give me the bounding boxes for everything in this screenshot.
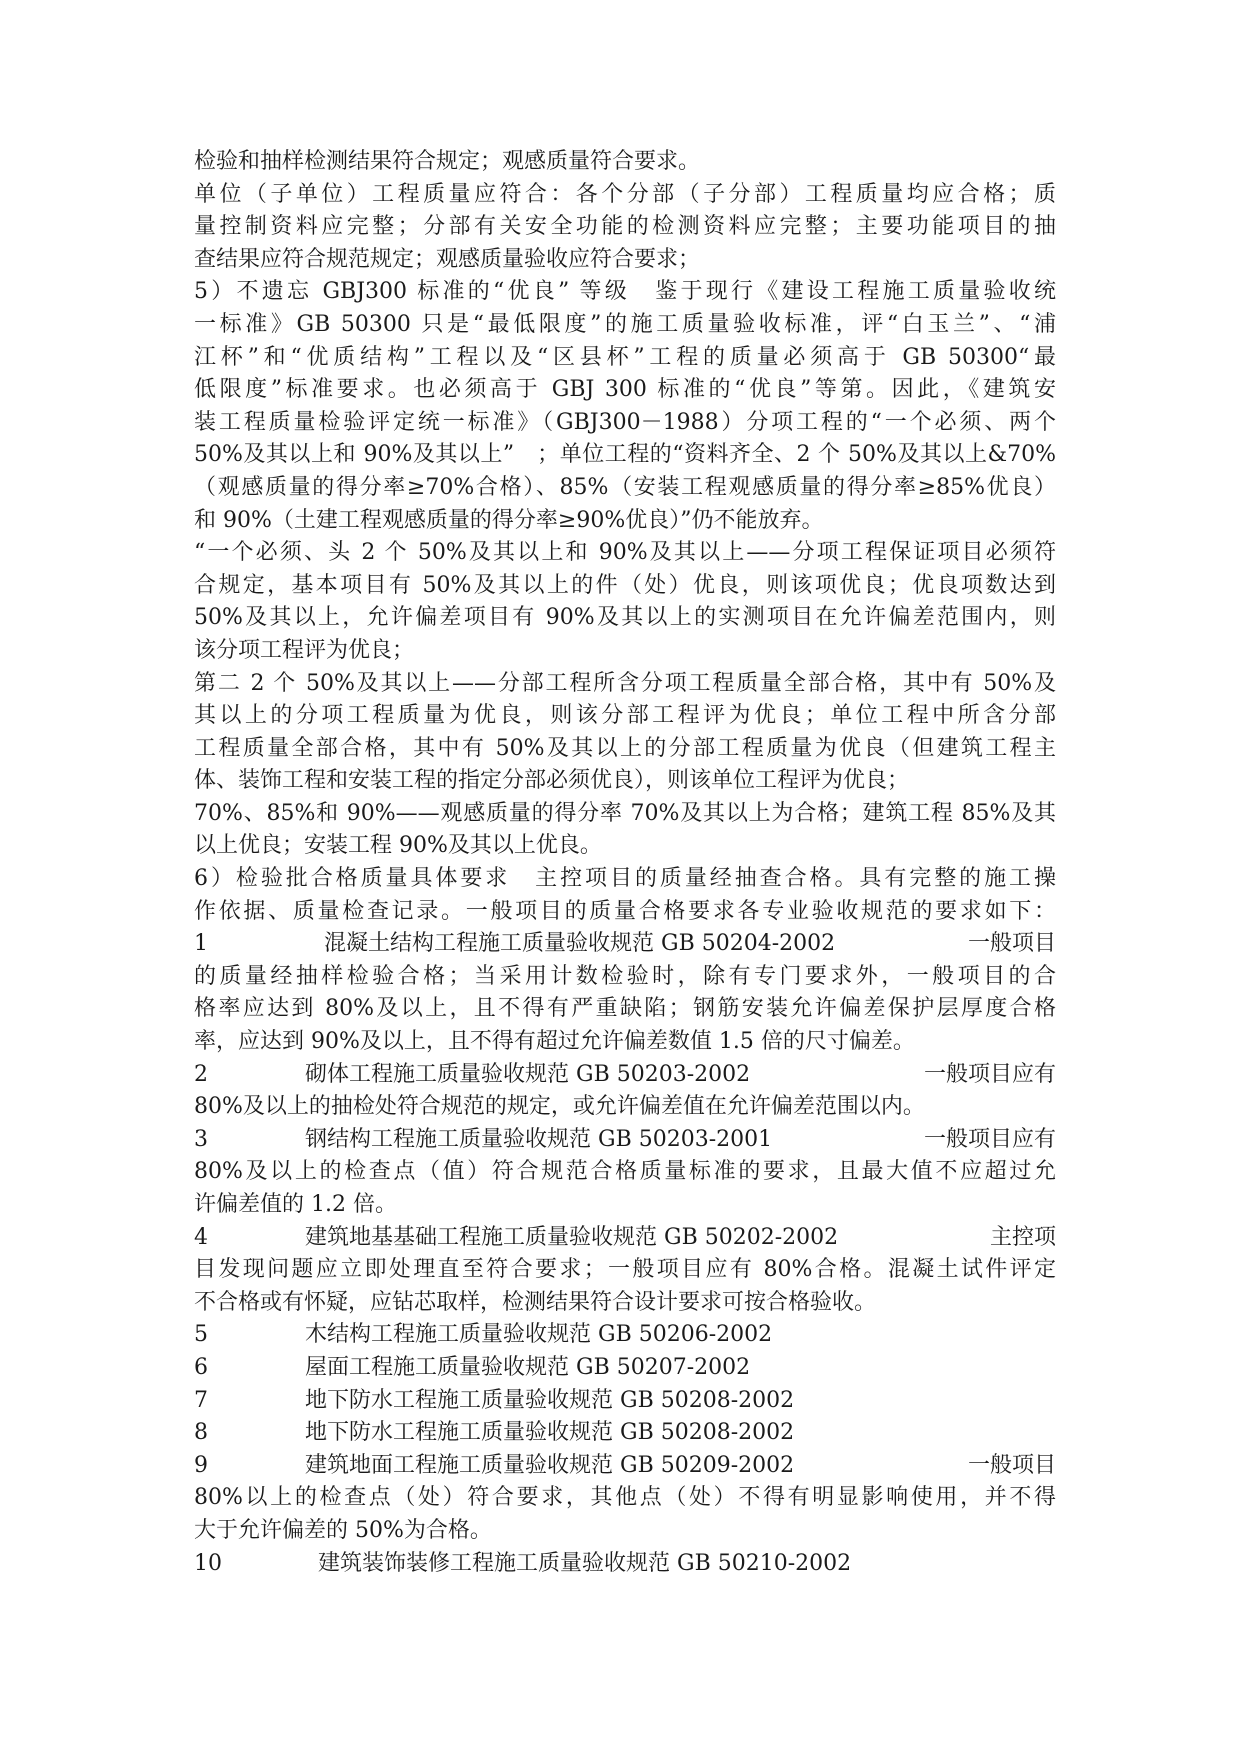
spec-item-header: [194, 1222, 1056, 1255]
spec-item-title: 屋面工程施工质量验收规范 GB 50207-2002: [305, 1354, 751, 1380]
text-line: 以上优良；安装工程 90%及其以上优良。: [194, 833, 602, 859]
spec-item-tail: 主控项: [989, 1224, 1056, 1250]
text-line: 低限度”标准要求。也必须高于 GBJ 300 标准的“优良”等第。因此，《建筑安: [194, 377, 1056, 403]
spec-item-title: 地下防水工程施工质量验收规范 GB 50208-2002: [305, 1387, 795, 1413]
text-line: 其以上的分项工程质量为优良，则该分部工程评为优良；单位工程中所含分部: [194, 703, 1056, 729]
text-line: （观感质量的得分率≥70%合格）、85%（安装工程观感质量的得分率≥85%优良）: [194, 474, 1056, 500]
text-line: 70%、85%和 90%——观感质量的得分率 70%及其以上为合格；建筑工程 85%及其: [194, 800, 1056, 826]
spec-item-header: [194, 1450, 1056, 1483]
spec-item-header: [194, 1548, 1056, 1581]
text-line: 一标准》GB 50300 只是“最低限度”的施工质量验收标准，评“白玉兰”、“浦: [194, 311, 1056, 337]
spec-item-header: [194, 1124, 1056, 1157]
text-line: 体、装饰工程和安装工程的指定分部必须优良），则该单位工程评为优良；: [194, 768, 910, 794]
spec-item-header: [194, 1417, 1056, 1450]
spec-item-number: 4: [194, 1224, 208, 1250]
spec-item-title: 建筑地面工程施工质量验收规范 GB 50209-2002: [305, 1452, 795, 1478]
spec-item-text-line: 目发现问题应立即处理直至符合要求；一般项目应有 80%合格。混凝土试件评定: [194, 1257, 1056, 1283]
spec-item-text-line: 80%以上的检查点（处）符合要求，其他点（处）不得有明显影响使用，并不得: [194, 1485, 1056, 1511]
spec-item-number: 10: [194, 1550, 222, 1576]
spec-item-tail: 一般项目: [967, 1452, 1056, 1478]
spec-item-title: 木结构工程施工质量验收规范 GB 50206-2002: [305, 1322, 773, 1348]
spec-item-title: 钢结构工程施工质量验收规范 GB 50203-2001: [305, 1126, 773, 1152]
spec-item-title: 建筑地基基础工程施工质量验收规范 GB 50202-2002: [305, 1224, 839, 1250]
document-page: [194, 146, 1056, 1580]
text-line: 5）不遗忘 GBJ300 标准的“优良” 等级 鉴于现行《建设工程施工质量验收统: [194, 279, 1056, 305]
text-line: 和 90%（土建工程观感质量的得分率≥90%优良）”仍不能放弃。: [194, 507, 824, 533]
spec-item-tail: 一般项目: [967, 931, 1056, 957]
text-line: 第二 2 个 50%及其以上——分部工程所含分项工程质量全部合格，其中有 50%及: [194, 670, 1056, 696]
spec-item-title: 混凝土结构工程施工质量验收规范 GB 50204-2002: [324, 931, 836, 957]
text-line: 50%及其以上，允许偏差项目有 90%及其以上的实测项目在允许偏差范围内，则: [194, 605, 1056, 631]
spec-list: [194, 928, 1056, 1580]
spec-item-text-line: 率，应达到 90%及以上，且不得有超过允许偏差数值 1.5 倍的尺寸偏差。: [194, 1029, 915, 1055]
text-line: 该分项工程评为优良；: [194, 637, 415, 663]
text-line: 查结果应符合规范规定；观感质量验收应符合要求；: [194, 246, 701, 272]
spec-item-number: 2: [194, 1061, 208, 1087]
text-line: 江杯”和“优质结构”工程以及“区县杯”工程的质量必须高于 GB 50300“最: [194, 344, 1056, 370]
spec-item-text-line: 许偏差值的 1.2 倍。: [194, 1192, 397, 1217]
text-line: 量控制资料应完整；分部有关安全功能的检测资料应完整；主要功能项目的抽: [194, 214, 1056, 240]
intro-paragraphs: [194, 146, 1056, 928]
spec-item-title: 建筑装饰装修工程施工质量验收规范 GB 50210-2002: [318, 1550, 852, 1576]
spec-item-header: [194, 1352, 1056, 1385]
spec-item-text-line: 的质量经抽样检验合格；当采用计数检验时，除有专门要求外，一般项目的合: [194, 963, 1056, 989]
spec-item-tail: 一般项目应有: [923, 1126, 1056, 1152]
spec-item-header: [194, 1319, 1056, 1352]
spec-item-header: [194, 928, 1056, 961]
spec-item-header: [194, 1059, 1056, 1092]
spec-item-number: 9: [194, 1452, 208, 1478]
spec-item-text-line: 80%及以上的抽检处符合规范的规定，或允许偏差值在允许偏差范围以内。: [194, 1094, 925, 1120]
spec-item-text-line: 格率应达到 80%及以上，且不得有严重缺陷；钢筋安装允许偏差保护层厚度合格: [194, 996, 1056, 1022]
text-line: 作依据、质量检查记录。一般项目的质量合格要求各专业验收规范的要求如下：: [194, 898, 1056, 924]
text-line: 检验和抽样检测结果符合规定；观感质量符合要求。: [194, 149, 701, 174]
spec-item-tail: 一般项目应有: [923, 1061, 1056, 1087]
spec-item-number: 7: [194, 1387, 208, 1413]
spec-item-text-line: 大于允许偏差的 50%为合格。: [194, 1517, 492, 1543]
spec-item-number: 6: [194, 1354, 208, 1380]
spec-item-number: 1: [194, 931, 208, 957]
text-line: 合规定，基本项目有 50%及其以上的件（处）优良，则该项优良；优良项数达到: [194, 572, 1056, 598]
text-line: 50%及其以上和 90%及其以上” ；单位工程的“资料齐全、2 个 50%及其以上&70%: [194, 442, 1056, 468]
text-line: “一个必须、头 2 个 50%及其以上和 90%及其以上——分项工程保证项目必须符: [194, 540, 1056, 566]
spec-item-text-line: 不合格或有怀疑，应钻芯取样，检测结果符合设计要求可按合格验收。: [194, 1289, 877, 1315]
text-line: 单位（子单位）工程质量应符合：各个分部（子分部）工程质量均应合格；质: [194, 181, 1056, 207]
text-line: 6）检验批合格质量具体要求 主控项目的质量经抽查合格。具有完整的施工操: [194, 866, 1056, 892]
spec-item-text-line: 80%及以上的检查点（值）符合规范合格质量标准的要求，且最大值不应超过允: [194, 1159, 1056, 1185]
spec-item-header: [194, 1385, 1056, 1418]
spec-item-number: 8: [194, 1420, 208, 1446]
text-line: 装工程质量检验评定统一标准》（GBJ300－1988）分项工程的“一个必须、两个: [194, 409, 1056, 435]
spec-item-number: 3: [194, 1126, 208, 1152]
spec-item-title: 砌体工程施工质量验收规范 GB 50203-2002: [305, 1061, 751, 1087]
spec-item-number: 5: [194, 1322, 208, 1348]
text-line: 工程质量全部合格，其中有 50%及其以上的分部工程质量为优良（但建筑工程主: [194, 735, 1056, 761]
spec-item-title: 地下防水工程施工质量验收规范 GB 50208-2002: [305, 1420, 795, 1446]
